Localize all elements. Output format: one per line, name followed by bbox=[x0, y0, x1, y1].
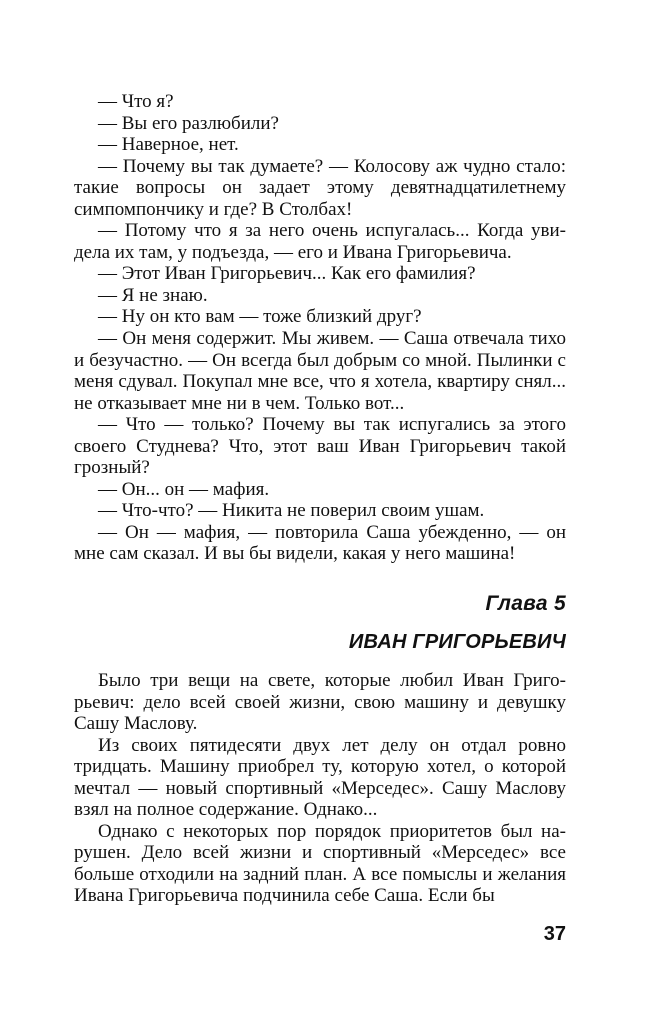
dialogue-line: — Этот Иван Григорьевич... Как его фамилия? bbox=[98, 263, 476, 285]
dialogue-line: — Почему вы так думаете? — Колосову аж чудно стало: такие вопросы он задает этому девятнадцатилетнему симпомпончику и где? В Столбах! bbox=[74, 155, 566, 220]
dialogue-line: — Что — только? Почему вы так испугались за этого своего Студнева? Что, этот ваш Иван Григорьевич такой грозный? bbox=[74, 414, 566, 479]
dialogue-line: — Что я? bbox=[98, 91, 174, 112]
dialogue-line: — Он — мафия, — повторила Саша убежденно, — он мне сам сказал. И вы бы видели, какая у него машина! bbox=[74, 521, 566, 565]
chapter-number: Глава 5 bbox=[485, 592, 566, 615]
dialogue-line: — Я не знаю. bbox=[98, 284, 208, 306]
dialogue-line: — Потому что я за него очень испугалась... Когда увидела их там, у подъезда, — его и Ивана Григорьевича. bbox=[74, 220, 566, 263]
dialogue-line: — Он... он — мафия. bbox=[98, 478, 270, 500]
dialogue-line: — Наверное, нет. bbox=[98, 134, 239, 156]
narrative-section bbox=[74, 670, 566, 907]
dialogue-section bbox=[74, 91, 566, 565]
dialogue-line: — Ну он кто вам — тоже близкий друг? bbox=[98, 306, 422, 328]
dialogue-line: — Что-что? — Никита не поверил своим ушам. bbox=[98, 500, 485, 522]
dialogue-line: — Он меня содержит. Мы живем. — Саша отвечала тихо и безучастно. — Он всегда был добрым со мной. Пылинки с меня сдувал. Покупал мне все, что я хотела, квартиру снял... не отказывает мне ни в чем. Только вот... bbox=[74, 328, 566, 414]
page-number: 37 bbox=[543, 923, 566, 945]
narrative-paragraph: Однако с некоторых пор порядок приоритетов был нарушен. Дело всей жизни и спортивный «Мерседес» все больше отходили на задний план. А все помыслы и желания Ивана Григорьевича подчинила себе Саша. Если бы bbox=[74, 820, 566, 907]
narrative-paragraph: Было три вещи на свете, которые любил Иван Григорьевич: дело всей своей жизни, свою машину и девушку Сашу Маслову. bbox=[74, 670, 566, 735]
chapter-title: ИВАН ГРИГОРЬЕВИЧ bbox=[348, 631, 566, 653]
narrative-paragraph: Из своих пятидесяти двух лет делу он отдал ровно тридцать. Машину приобрел ту, которую хотел, о которой мечтал — новый спортивный «Мерседес». Сашу Маслову взял на полное содержание. Однако... bbox=[74, 734, 566, 821]
dialogue-line: — Вы его разлюбили? bbox=[98, 112, 279, 134]
